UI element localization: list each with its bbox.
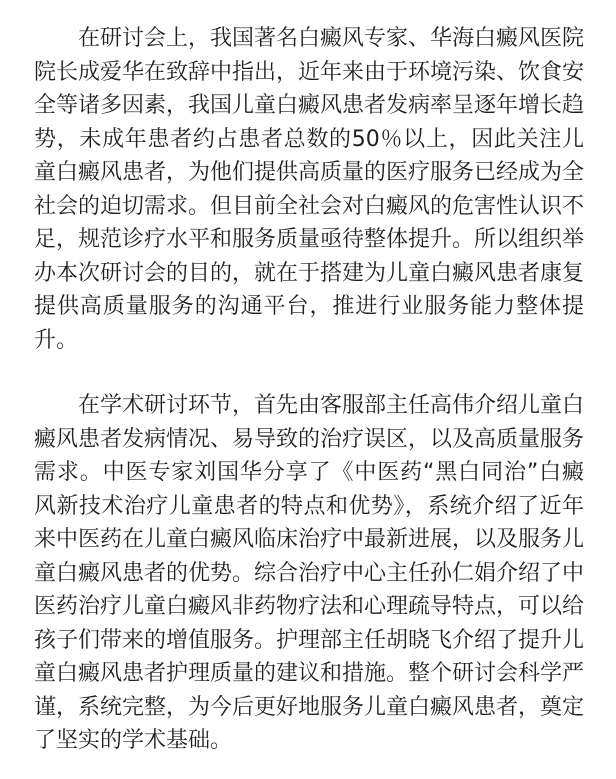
- paragraph-academic-session: 在学术研讨环节，首先由客服部主任高伟介绍儿童白癜风患者发病情况、易导致的治疗误区，以及高质量服务需求。中医专家刘国华分享了《中医药“黑白同治”白癜风新技术治疗儿童患者的特点和优势》，系统介绍了近年来中医药在儿童白癜风临床治疗中最新进展，以及服务儿童白癜风患者的优势。综合治疗中心主任孙仁娟介绍了中医药治疗儿童白癜风非药物疗法和心理疏导特点，可以给孩子们带来的增值服务。护理部主任胡晓飞介绍了提升儿童白癜风患者护理质量的建议和措施。整个研讨会科学严谨，系统完整，为今后更好地服务儿童白癜风患者，奠定了坚实的学术基础。: [34, 393, 585, 753]
- article-body: [34, 22, 584, 758]
- paragraph-opening-speech: 在研讨会上，我国著名白癜风专家、华海白癜风医院院长成爱华在致辞中指出，近年来由于环境污染、饮食安全等诸多因素，我国儿童白癜风患者发病率呈逐年增长趋势，未成年患者约占患者总数的50％以上，因此关注儿童白癜风患者，为他们提供高质量的医疗服务已经成为全社会的迫切需求。但目前全社会对白癜风的危害性认识不足，规范诊疗水平和服务质量亟待整体提升。所以组织举办本次研讨会的目的，就在于搭建为儿童白癜风患者康复提供高质量服务的沟通平台，推进行业服务能力整体提升。: [34, 26, 585, 353]
